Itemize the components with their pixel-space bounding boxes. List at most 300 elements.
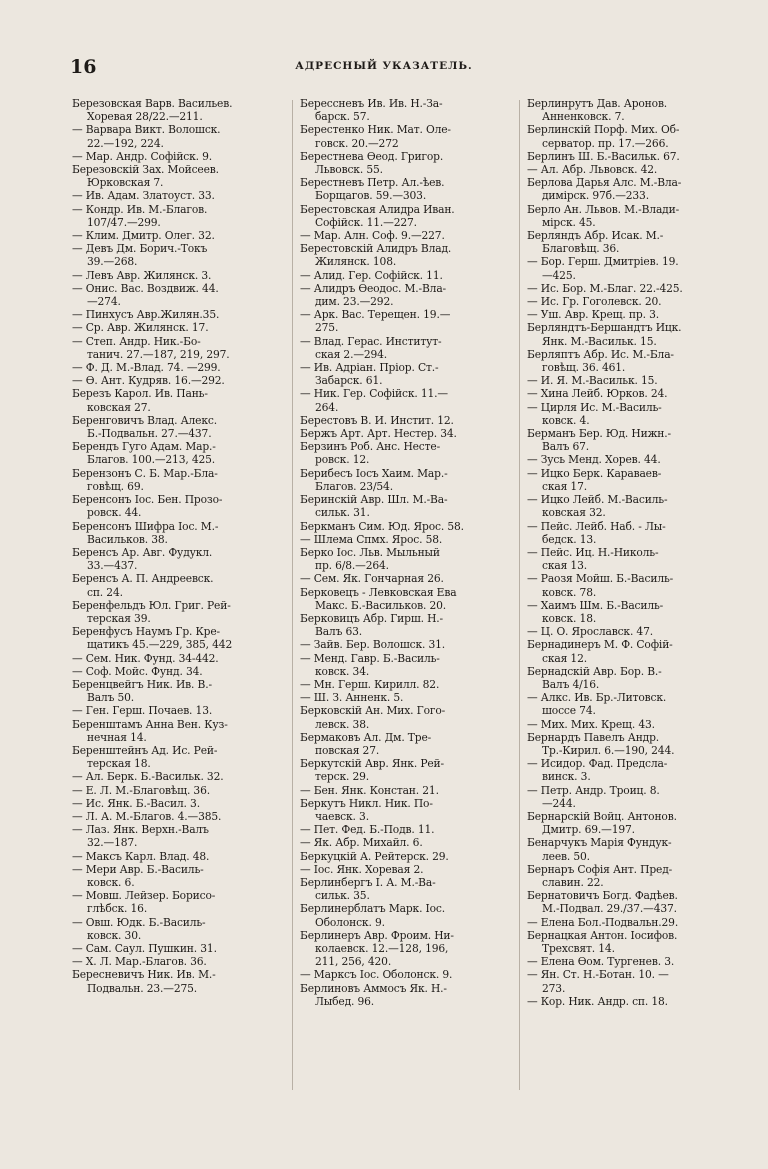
directory-entry <box>300 242 508 268</box>
directory-entry <box>72 942 280 955</box>
directory-entry <box>72 269 280 282</box>
entry-continuation: серватор. пр. 17.—266. <box>542 136 669 150</box>
directory-entry <box>300 850 508 863</box>
entry-continuation: танич. 27.—187, 219, 297. <box>87 347 230 361</box>
entry-continuation: глѣбск. 16. <box>87 902 148 916</box>
entry-line: — Шлема Спмх. Ярос. 58. <box>300 532 443 546</box>
entry-line: Берендъ Гуго Адам. Мар.- <box>72 440 216 454</box>
entry-continuation: Янк. М.-Васильк. 15. <box>542 334 657 348</box>
directory-entry <box>527 163 735 176</box>
directory-entry <box>72 520 280 546</box>
entry-continuation: леев. 50. <box>542 849 590 863</box>
entry-continuation: Подвальн. 23.—275. <box>87 981 198 995</box>
entry-continuation: бедск. 13. <box>542 532 597 546</box>
directory-entry <box>300 902 508 928</box>
entry-continuation: 39.—268. <box>87 255 138 269</box>
directory-entry <box>72 440 280 466</box>
entry-continuation: Валъ 50. <box>87 691 135 705</box>
entry-continuation: дим. 23.—292. <box>315 295 394 309</box>
entry-line: — Ал. Берк. Б.-Васильк. 32. <box>72 770 224 784</box>
entry-continuation: славин. 22. <box>542 875 604 889</box>
entry-continuation: Борщагов. 59.—303. <box>315 189 427 203</box>
directory-entry <box>527 520 735 546</box>
entry-continuation: колаевск. 12.—128, 196, <box>315 942 449 955</box>
directory-entry <box>72 546 280 572</box>
directory-entry <box>72 955 280 968</box>
entry-line: Беренцвейгъ Ник. Ив. В.- <box>72 677 212 691</box>
entry-line: Берлинбергъ І. А. М.-Ва- <box>300 875 436 889</box>
entry-continuation: винск. 3. <box>542 770 591 784</box>
entry-line: Беренсъ Ар. Авг. Фудукл. <box>72 545 213 559</box>
entry-line: — Бор. Герш. Дмитріев. 19. <box>527 255 679 269</box>
entry-line: Беренсонъ Іос. Бен. Прозо- <box>72 493 223 507</box>
entry-line: — Онис. Вас. Воздвиж. 44. <box>72 281 219 295</box>
entry-line: Бернаръ Софія Ант. Пред- <box>527 862 673 876</box>
entry-continuation: чаевск. 3. <box>315 809 369 823</box>
directory-entry <box>72 335 280 361</box>
directory-entry <box>72 361 280 374</box>
entry-line: Берестнева Ѳеод. Григор. <box>300 149 444 163</box>
entry-line: Бернацкая Антон. Іосифов. <box>527 928 678 942</box>
directory-entry <box>72 625 280 651</box>
directory-entry <box>300 520 508 533</box>
entry-line: — Овш. Юдк. Б.-Василь- <box>72 915 206 929</box>
entry-continuation: пр. 6/8.—264. <box>315 559 389 573</box>
entry-line: — Варвара Викт. Волошск. <box>72 123 221 137</box>
entry-line: — Ив. Адріан. Пріор. Ст.- <box>300 361 439 375</box>
entry-line: — Соф. Мойс. Фунд. 34. <box>72 664 203 678</box>
directory-entry <box>300 968 508 981</box>
directory-entry <box>72 242 280 268</box>
entry-continuation: Валъ 4/16. <box>542 677 600 691</box>
entry-line: — Левъ Авр. Жилянск. 3. <box>72 268 212 282</box>
directory-entry <box>300 929 508 969</box>
directory-entry <box>527 467 735 493</box>
entry-line: — Уш. Авр. Крещ. пр. 3. <box>527 308 659 322</box>
entry-continuation: Васильков. 38. <box>87 532 168 546</box>
entry-line: Берляптъ Абр. Ис. М.-Бла- <box>527 347 674 361</box>
directory-entry <box>72 97 280 123</box>
directory-entry <box>527 282 735 295</box>
directory-entry <box>72 678 280 704</box>
directory-entry <box>527 308 735 321</box>
entry-continuation: Юрковская 7. <box>87 176 164 190</box>
entry-line: Берестовъ В. И. Инстит. 12. <box>300 413 454 427</box>
entry-line: Берестовская Алидра Иван. <box>300 202 455 216</box>
entry-line: Беркуцкій А. Рейтерск. 29. <box>300 849 449 863</box>
directory-entry <box>300 638 508 651</box>
entry-continuation: 211, 256, 420. <box>315 955 392 969</box>
entry-continuation: Забарск. 61. <box>315 374 383 388</box>
directory-entry <box>300 586 508 612</box>
entry-continuation: 107/47.—299. <box>87 215 161 229</box>
directory-entry <box>300 546 508 572</box>
entry-line: — Пет. Фед. Б.-Подв. 11. <box>300 823 435 837</box>
entry-line: — Е. Л. М.-Благовѣщ. 36. <box>72 783 210 797</box>
entry-line: — Петр. Андр. Троиц. 8. <box>527 783 660 797</box>
entry-line: Бермаковъ Ал. Дм. Тре- <box>300 730 432 744</box>
directory-entry <box>527 836 735 862</box>
directory-entry <box>300 97 508 123</box>
entry-continuation: ковск. 34. <box>315 664 370 678</box>
directory-entry <box>72 704 280 717</box>
entry-continuation: —274. <box>87 295 121 309</box>
directory-entry <box>527 955 735 968</box>
directory-entry <box>300 493 508 519</box>
entry-line: Берковецъ - Левковская Ева <box>300 585 457 599</box>
directory-entry <box>72 968 280 994</box>
entry-line: Берестовскій Алидръ Влад. <box>300 242 452 256</box>
entry-line: — Арк. Вас. Терещен. 19.— <box>300 308 451 322</box>
entry-continuation: ковская 27. <box>87 400 151 414</box>
directory-entry <box>527 599 735 625</box>
directory-entry <box>72 414 280 440</box>
entry-line: — Цирля Ис. М.-Василь- <box>527 400 662 414</box>
entry-line: Беренсонъ Шифра Іос. М.- <box>72 519 219 533</box>
directory-entry <box>300 612 508 638</box>
entry-continuation: нечная 14. <box>87 730 147 744</box>
entry-line: Беринскій Авр. Шл. М.-Ва- <box>300 493 448 507</box>
directory-entry <box>527 374 735 387</box>
directory-entry <box>72 387 280 413</box>
entry-continuation: димірск. 97б.—233. <box>542 189 649 203</box>
directory-entry <box>527 348 735 374</box>
entry-continuation: левск. 38. <box>315 717 370 731</box>
entry-continuation: ковск. 30. <box>87 928 142 942</box>
entry-line: — Зусь Менд. Хорев. 44. <box>527 453 661 467</box>
directory-entry <box>300 123 508 149</box>
entry-continuation: 273. <box>542 981 566 995</box>
entry-line: Берлинрутъ Дав. Аронов. <box>527 97 668 110</box>
column-divider <box>519 100 520 1090</box>
entry-continuation: шоссе 74. <box>542 704 596 718</box>
entry-line: — Менд. Гавр. Б.-Василь- <box>300 651 440 665</box>
entry-line: — Елена Ѳом. Тургенев. 3. <box>527 955 675 969</box>
directory-entry <box>72 467 280 493</box>
directory-entry <box>300 704 508 730</box>
entry-line: — Влад. Герас. Институт- <box>300 334 442 348</box>
directory-entry <box>300 308 508 334</box>
directory-entry <box>72 150 280 163</box>
entry-line: Берлиновъ Аммосъ Як. Н.- <box>300 981 447 995</box>
entry-line: Беренфельдъ Юл. Григ. Рей- <box>72 598 231 612</box>
directory-entry <box>72 599 280 625</box>
entry-line: — Ѳ. Ант. Кудряв. 16.—292. <box>72 374 225 388</box>
entry-line: Берибесъ Іосъ Хаим. Мар.- <box>300 466 448 480</box>
directory-entry <box>300 678 508 691</box>
entry-continuation: 264. <box>315 400 339 414</box>
entry-line: — Ник. Гер. Софійск. 11.— <box>300 387 448 401</box>
directory-entry <box>527 229 735 255</box>
entry-line: Бернарскій Войц. Антонов. <box>527 809 677 823</box>
directory-entry <box>527 718 735 731</box>
entry-line: — Ис. Янк. Б.-Васил. 3. <box>72 796 200 810</box>
entry-continuation: Валъ 63. <box>315 625 363 639</box>
entry-continuation: —244. <box>542 796 576 810</box>
entry-continuation: ровск. 12. <box>315 453 370 467</box>
directory-entry <box>527 123 735 149</box>
directory-entry <box>300 282 508 308</box>
directory-entry <box>300 361 508 387</box>
entry-line: Беренговичъ Влад. Алекс. <box>72 413 217 427</box>
directory-entry <box>527 203 735 229</box>
directory-entry <box>300 836 508 849</box>
entry-line: — Алид. Гер. Софійск. 11. <box>300 268 443 282</box>
directory-entry <box>527 387 735 400</box>
entry-line: — Девъ Дм. Борич.-Токъ <box>72 242 208 256</box>
entry-line: Берессневъ Ив. Ив. Н.-За- <box>300 97 443 110</box>
entry-line: — Максъ Карл. Влад. 48. <box>72 849 210 863</box>
entry-continuation: М.-Подвал. 29./37.—437. <box>542 902 677 916</box>
entry-line: — Алидръ Ѳеодос. М.-Вла- <box>300 281 447 295</box>
entry-line: — Мери Авр. Б.-Василь- <box>72 862 204 876</box>
entry-line: Берлинеръ Авр. Фроим. Ни- <box>300 928 454 942</box>
entry-line: Берензонъ С. Б. Мар.-Бла- <box>72 466 218 480</box>
entry-continuation: повская 27. <box>315 743 380 757</box>
entry-line: — Зайв. Бер. Волошск. 31. <box>300 638 446 652</box>
directory-entry <box>527 572 735 598</box>
entry-continuation: 275. <box>315 321 339 335</box>
entry-continuation: Трехсвят. 14. <box>542 942 615 955</box>
entry-continuation: сильк. 35. <box>315 889 370 903</box>
entry-line: Беренсъ А. П. Андреевск. <box>72 572 214 586</box>
directory-entry <box>72 321 280 334</box>
directory-entry <box>300 440 508 466</box>
entry-line: — Мар. Алн. Соф. 9.—227. <box>300 229 445 243</box>
directory-entry <box>300 203 508 229</box>
entry-line: Берковскій Ан. Мих. Гого- <box>300 704 446 718</box>
entry-continuation: сильк. 31. <box>315 506 370 520</box>
entry-continuation: 32.—187. <box>87 836 138 850</box>
entry-continuation: Б.-Подвальн. 27.—437. <box>87 427 212 441</box>
directory-entry <box>300 387 508 413</box>
entry-line: — Исидор. Фад. Предсла- <box>527 757 668 771</box>
entry-line: Берлова Дарья Алс. М.-Вла- <box>527 176 682 190</box>
directory-entry <box>72 770 280 783</box>
entry-line: — Хина Лейб. Юрков. 24. <box>527 387 668 401</box>
entry-continuation: терск. 29. <box>315 770 370 784</box>
entry-continuation: ская 12. <box>542 651 587 665</box>
directory-entry <box>527 427 735 453</box>
directory-entry <box>527 757 735 783</box>
entry-continuation: Благовѣщ. 36. <box>542 242 620 256</box>
directory-entry <box>527 916 735 929</box>
directory-entry <box>72 308 280 321</box>
entry-line: — Елена Бол.-Подвальн.29. <box>527 915 679 929</box>
directory-entry <box>300 757 508 783</box>
entry-line: — Клим. Дмитр. Олег. 32. <box>72 229 215 243</box>
entry-line: — Ш. З. Анненк. 5. <box>300 691 404 705</box>
directory-entry <box>72 652 280 665</box>
entry-line: Беркутъ Никл. Ник. По- <box>300 796 433 810</box>
directory-entry <box>72 784 280 797</box>
directory-entry <box>527 665 735 691</box>
entry-line: — Сем. Як. Гончарная 26. <box>300 572 444 586</box>
entry-continuation: Анненковск. 7. <box>542 110 625 124</box>
entry-line: — Степ. Андр. Ник.-Бо- <box>72 334 201 348</box>
directory-entry <box>300 269 508 282</box>
entry-line: — Бен. Янк. Констан. 21. <box>300 783 439 797</box>
entry-continuation: ская 17. <box>542 479 587 493</box>
entry-line: Берковицъ Абр. Гирш. Н.- <box>300 611 444 625</box>
directory-entry <box>527 995 735 1008</box>
entry-line: — Ицко Берк. Караваев- <box>527 466 662 480</box>
directory-entry <box>527 691 735 717</box>
entry-line: Берляндтъ-Бершандтъ Ицк. <box>527 321 682 335</box>
directory-entry <box>300 797 508 823</box>
entry-line: — Мар. Андр. Софійск. 9. <box>72 149 213 163</box>
directory-entry <box>72 123 280 149</box>
entry-line: — Марксъ Іос. Оболонск. 9. <box>300 968 453 982</box>
directory-entry <box>72 493 280 519</box>
entry-line: Берляндъ Абр. Исак. М.- <box>527 229 664 243</box>
entry-line: — Сем. Ник. Фунд. 34-442. <box>72 651 219 665</box>
entry-continuation: ская 13. <box>542 559 587 573</box>
directory-entry <box>72 744 280 770</box>
entry-line: Берлинъ Ш. Б.-Васильк. 67. <box>527 149 680 163</box>
directory-entry <box>300 863 508 876</box>
entry-continuation: Дмитр. 69.—197. <box>542 823 635 837</box>
entry-line: Берло Ан. Львов. М.-Влади- <box>527 202 680 216</box>
entry-continuation: ковск. 4. <box>542 413 590 427</box>
entry-line: — Ив. Адам. Златоуст. 33. <box>72 189 215 203</box>
entry-line: — Пейс. Лейб. Наб. - Лы- <box>527 519 666 533</box>
directory-entry <box>527 401 735 427</box>
directory-entry <box>527 295 735 308</box>
entry-line: — Сам. Саул. Пушкин. 31. <box>72 942 217 955</box>
directory-entry <box>72 229 280 242</box>
entry-line: — Хаимъ Шм. Б.-Василь- <box>527 598 664 612</box>
entry-continuation: 22.—192, 224. <box>87 136 164 150</box>
directory-entry <box>300 176 508 202</box>
entry-line: — Як. Абр. Михайл. 6. <box>300 836 423 850</box>
entry-line: — Кондр. Ив. М.-Благов. <box>72 202 208 216</box>
directory-entry <box>72 572 280 598</box>
entry-continuation: сп. 24. <box>87 585 123 599</box>
page-title: АДРЕСНЫЙ УКАЗАТЕЛЬ. <box>295 60 473 72</box>
directory-entry <box>300 876 508 902</box>
directory-entry <box>300 784 508 797</box>
directory-entry <box>72 810 280 823</box>
entry-line: — Ф. Д. М.-Влад. 74. —299. <box>72 361 221 375</box>
directory-entry <box>300 823 508 836</box>
entry-continuation: мірск. 45. <box>542 215 596 229</box>
entry-continuation: Лыбед. 96. <box>315 994 375 1008</box>
directory-entry <box>300 731 508 757</box>
directory-entry <box>527 453 735 466</box>
entry-line: Беренштейнъ Ад. Ис. Рей- <box>72 743 218 757</box>
entry-line: Бержъ Арт. Арт. Нестер. 34. <box>300 427 457 441</box>
directory-entry <box>527 321 735 347</box>
entry-continuation: Хоревая 28/22.—211. <box>87 110 203 124</box>
entry-line: — Ц. О. Ярославск. 47. <box>527 625 653 639</box>
directory-entry <box>527 929 735 955</box>
directory-entry <box>300 427 508 440</box>
column-3 <box>527 97 735 1008</box>
directory-entry <box>72 889 280 915</box>
directory-entry <box>72 665 280 678</box>
directory-entry <box>527 731 735 757</box>
directory-entry <box>72 163 280 189</box>
directory-entry <box>527 150 735 163</box>
entry-continuation: Софійск. 11.—227. <box>315 215 417 229</box>
entry-line: Беренфусъ Наумъ Гр. Кре- <box>72 625 220 639</box>
entry-line: Бернадинеръ М. Ф. Софій- <box>527 638 673 652</box>
directory-entry <box>300 467 508 493</box>
entry-continuation: Тр.-Кирил. 6.—190, 244. <box>542 743 675 757</box>
entry-line: — Раозя Мойш. Б.-Василь- <box>527 572 674 586</box>
directory-entry <box>527 255 735 281</box>
entry-line: Бернатовичъ Богд. Фадѣев. <box>527 889 678 903</box>
entry-line: Бернардъ Павелъ Андр. <box>527 730 660 744</box>
entry-line: Берлинерблатъ Марк. Іос. <box>300 902 445 916</box>
directory-entry <box>527 810 735 836</box>
entry-line: Беркманъ Сим. Юд. Ярос. 58. <box>300 519 464 533</box>
entry-line: Берманъ Бер. Юд. Нижн.- <box>527 427 671 441</box>
directory-entry <box>527 863 735 889</box>
directory-entry <box>527 889 735 915</box>
entry-continuation: —425. <box>542 268 576 282</box>
entry-continuation: ская 2.—294. <box>315 347 388 361</box>
entry-continuation: барск. 57. <box>315 110 370 124</box>
entry-continuation: ковск. 18. <box>542 611 597 625</box>
entry-line: Беренштамъ Анна Вен. Куз- <box>72 717 228 731</box>
entry-continuation: Оболонск. 9. <box>315 915 385 929</box>
directory-entry <box>72 203 280 229</box>
entry-continuation: ровск. 44. <box>87 506 142 520</box>
entry-line: — Ал. Абр. Львовск. 42. <box>527 163 658 177</box>
directory-entry <box>72 718 280 744</box>
entry-line: — Мовш. Лейзер. Борисо- <box>72 889 216 903</box>
entry-continuation: Макс. Б.-Васильков. 20. <box>315 598 447 612</box>
page-number: 16 <box>70 56 97 78</box>
entry-line: — Іос. Янк. Хоревая 2. <box>300 862 424 876</box>
directory-entry <box>72 823 280 849</box>
directory-entry <box>300 533 508 546</box>
entry-line: Берлинскій Порф. Мих. Об- <box>527 123 680 137</box>
column-1 <box>72 97 280 995</box>
directory-entry <box>72 189 280 202</box>
entry-continuation: Валъ 67. <box>542 440 590 454</box>
entry-line: — Ицко Лейб. М.-Василь- <box>527 493 668 507</box>
entry-line: Беркутскій Авр. Янк. Рей- <box>300 757 444 771</box>
entry-line: Бересневичъ Ник. Ив. М.- <box>72 968 216 982</box>
entry-continuation: Жилянск. 108. <box>315 255 397 269</box>
entry-continuation: говѣщ. 69. <box>87 479 144 493</box>
entry-continuation: щатикъ 45.—229, 385, 442 <box>87 638 233 652</box>
directory-entry <box>527 968 735 994</box>
entry-continuation: говѣщ. 36. 461. <box>542 361 626 375</box>
entry-line: — И. Я. М.-Васильк. 15. <box>527 374 658 388</box>
entry-line: — Ис. Гр. Гоголевск. 20. <box>527 295 662 309</box>
directory-entry <box>300 691 508 704</box>
directory-entry <box>72 282 280 308</box>
entry-line: — Л. А. М.-Благов. 4.—385. <box>72 809 222 823</box>
entry-line: Берестенко Ник. Мат. Оле- <box>300 123 451 137</box>
directory-entry <box>300 414 508 427</box>
entry-continuation: терская 39. <box>87 611 151 625</box>
entry-line: Березовскій Зах. Мойсеев. <box>72 163 219 177</box>
column-divider <box>292 100 293 1090</box>
directory-entry <box>72 863 280 889</box>
entry-line: Березъ Карол. Ив. Пань- <box>72 387 208 401</box>
entry-line: — Х. Л. Мар.-Благов. 36. <box>72 955 207 969</box>
entry-continuation: Львовск. 55. <box>315 163 383 177</box>
entry-line: — Ср. Авр. Жилянск. 17. <box>72 321 209 335</box>
entry-line: Бенарчукъ Марія Фундук- <box>527 836 672 850</box>
directory-entry <box>72 797 280 810</box>
entry-line: — Лаз. Янк. Верхн.-Валъ <box>72 823 209 837</box>
